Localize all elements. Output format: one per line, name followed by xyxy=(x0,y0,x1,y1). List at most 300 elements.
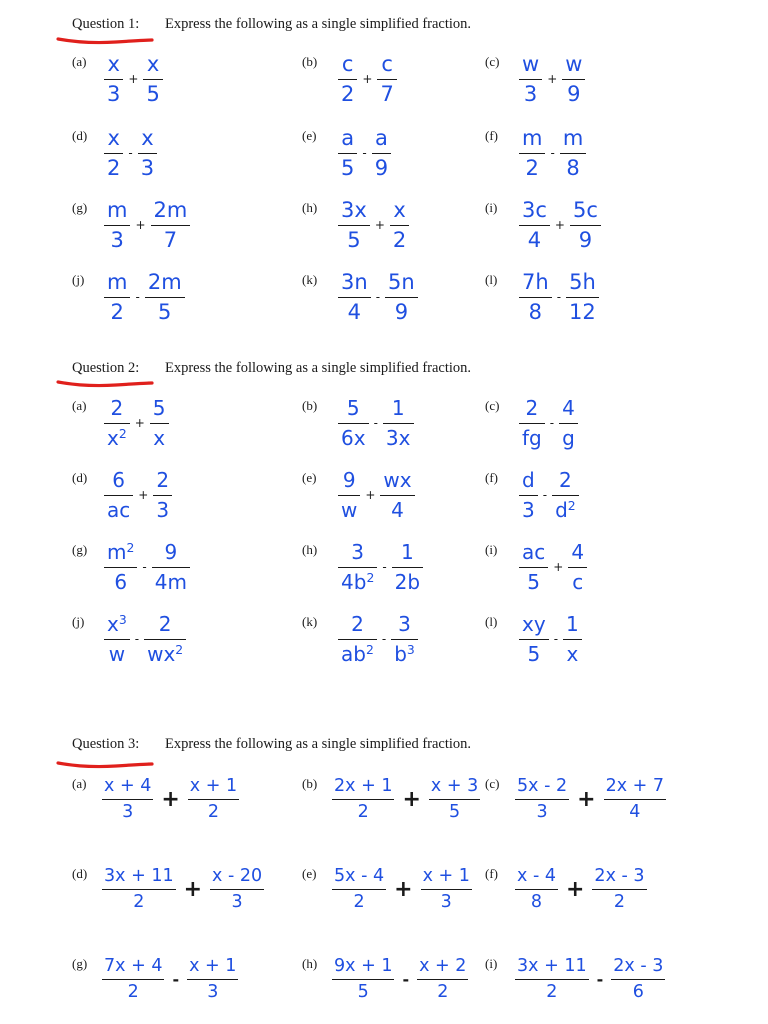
fraction-expression xyxy=(104,540,190,594)
fraction-expression xyxy=(519,540,587,594)
denominator: 2 xyxy=(437,982,449,1002)
exercise-label: (l) xyxy=(485,272,498,287)
question-label: Question 3: xyxy=(72,736,140,752)
numerator: 3x xyxy=(341,198,367,222)
fraction-expression xyxy=(515,866,647,912)
numerator: 2x - 3 xyxy=(613,956,664,976)
exercise-label: (d) xyxy=(72,470,88,485)
operator-sign: - xyxy=(550,146,555,160)
denominator: 4 xyxy=(629,802,641,822)
denominator: 4 xyxy=(527,228,542,252)
denominator: 9 xyxy=(567,82,581,106)
operator-sign: - xyxy=(382,560,387,574)
exercise-label: (d) xyxy=(72,128,88,143)
numerator: 2 xyxy=(351,612,364,636)
fraction-bar xyxy=(188,799,239,800)
numerator: 2 xyxy=(110,396,124,420)
fraction-expression xyxy=(519,612,582,666)
question-label: Question 1: xyxy=(72,16,140,32)
fraction-left xyxy=(519,270,552,324)
fraction-bar xyxy=(421,889,472,890)
fraction-expression xyxy=(338,198,409,252)
fraction-bar xyxy=(332,889,386,890)
fraction-right xyxy=(417,956,468,1002)
operator-sign: - xyxy=(402,969,410,989)
fraction-bar xyxy=(338,79,357,80)
fraction-left xyxy=(519,198,550,252)
fraction-bar xyxy=(102,799,153,800)
fraction-left xyxy=(332,776,394,822)
numerator: 7h xyxy=(522,270,549,294)
fraction-expression xyxy=(102,866,264,912)
fraction-bar xyxy=(102,889,176,890)
fraction-expression xyxy=(519,126,586,180)
numerator: $m^2$ xyxy=(107,540,135,564)
exercise-label: (b) xyxy=(302,398,318,413)
numerator: 2x - 3 xyxy=(594,866,645,886)
fraction-bar xyxy=(429,799,480,800)
red-underline-mark xyxy=(56,378,156,390)
numerator: x xyxy=(107,126,120,150)
fraction-right xyxy=(150,396,169,450)
denominator: 2 xyxy=(110,300,124,324)
fraction-bar xyxy=(562,79,585,80)
exercise-label: (e) xyxy=(302,470,317,485)
fraction-expression xyxy=(338,468,415,522)
numerator: x xyxy=(107,52,120,76)
fraction-bar xyxy=(383,423,414,424)
numerator: x - 4 xyxy=(517,866,556,886)
fraction-bar xyxy=(104,297,130,298)
fraction-right xyxy=(187,956,238,1002)
fraction-bar xyxy=(566,297,599,298)
fraction-expression xyxy=(104,612,186,666)
operator-sign: + xyxy=(577,786,596,812)
denominator: 2b xyxy=(394,570,421,594)
fraction-right xyxy=(566,270,599,324)
numerator: 5c xyxy=(572,198,598,222)
fraction-bar xyxy=(519,567,548,568)
numerator: a xyxy=(374,126,388,150)
fraction-bar xyxy=(417,979,468,980)
fraction-bar xyxy=(559,423,578,424)
fraction-left xyxy=(104,52,123,106)
denominator: 3 xyxy=(231,892,243,912)
operator-sign: + xyxy=(402,786,421,812)
numerator: 2 xyxy=(525,396,539,420)
numerator: 5 xyxy=(152,396,166,420)
exercise-label: (c) xyxy=(485,54,500,69)
numerator: x + 1 xyxy=(422,866,470,886)
denominator: $d^2$ xyxy=(555,498,576,522)
exercise-label: (e) xyxy=(302,866,317,881)
fraction-right xyxy=(151,198,191,252)
denominator: fg xyxy=(522,426,542,450)
fraction-left xyxy=(338,198,370,252)
numerator: 2x + 7 xyxy=(605,776,665,796)
operator-sign: + xyxy=(374,218,385,232)
fraction-right xyxy=(383,396,414,450)
denominator: 3 xyxy=(122,802,134,822)
exercise-label: (f) xyxy=(485,470,498,485)
exercise-label: (h) xyxy=(302,542,318,557)
exercise-label: (j) xyxy=(72,614,85,629)
operator-sign: - xyxy=(142,560,147,574)
denominator: 5 xyxy=(357,982,369,1002)
fraction-bar xyxy=(102,979,164,980)
fraction-bar xyxy=(519,297,552,298)
fraction-left xyxy=(338,270,371,324)
denominator: 3 xyxy=(140,156,155,180)
operator-sign: - xyxy=(362,146,367,160)
numerator: x xyxy=(146,52,160,76)
fraction-left xyxy=(104,270,130,324)
operator-sign: + xyxy=(135,218,146,232)
operator-sign: - xyxy=(556,290,562,304)
fraction-expression xyxy=(519,396,578,450)
fraction-expression xyxy=(104,396,169,450)
fraction-right xyxy=(563,612,582,666)
denominator: 5 xyxy=(527,570,540,594)
fraction-right xyxy=(604,776,666,822)
denominator: c xyxy=(572,570,584,594)
fraction-bar xyxy=(519,79,542,80)
denominator: $4b^2$ xyxy=(341,570,375,594)
operator-sign: - xyxy=(375,290,381,304)
question-label: Question 2: xyxy=(72,360,140,376)
fraction-bar xyxy=(390,225,409,226)
question-instruction: Express the following as a single simplified fraction. xyxy=(165,360,472,376)
fraction-left xyxy=(515,776,569,822)
fraction-left xyxy=(519,468,538,522)
numerator: 6 xyxy=(112,468,125,492)
denominator: 8 xyxy=(530,892,543,912)
operator-sign: + xyxy=(554,218,565,232)
numerator: 2 xyxy=(158,612,172,636)
fraction-bar xyxy=(104,79,123,80)
exercise-label: (b) xyxy=(302,54,318,69)
fraction-bar xyxy=(385,297,418,298)
fraction-left xyxy=(104,126,123,180)
fraction-bar xyxy=(515,889,558,890)
fraction-right xyxy=(559,396,578,450)
fraction-left xyxy=(104,612,130,666)
numerator: c xyxy=(381,52,393,76)
denominator: 2 xyxy=(133,892,145,912)
exercise-label: (a) xyxy=(72,398,87,413)
fraction-bar xyxy=(104,639,130,640)
operator-sign: + xyxy=(128,72,139,86)
fraction-left xyxy=(338,52,357,106)
fraction-expression xyxy=(515,956,665,1002)
denominator: 2 xyxy=(341,82,355,106)
fraction-left xyxy=(519,540,548,594)
numerator: 3x + 11 xyxy=(104,866,174,886)
fraction-bar xyxy=(104,567,137,568)
numerator: a xyxy=(341,126,355,150)
numerator: 3n xyxy=(341,270,368,294)
denominator: 8 xyxy=(566,156,580,180)
fraction-bar xyxy=(519,423,545,424)
fraction-right xyxy=(138,126,157,180)
red-underline-mark xyxy=(56,759,156,771)
denominator: $wx^2$ xyxy=(147,642,184,666)
denominator: 2 xyxy=(207,802,219,822)
operator-sign: - xyxy=(542,488,548,502)
fraction-left xyxy=(519,52,542,106)
fraction-bar xyxy=(372,153,391,154)
fraction-bar xyxy=(377,79,396,80)
fraction-bar xyxy=(104,225,130,226)
fraction-expression xyxy=(332,866,472,912)
fraction-expression xyxy=(519,52,585,106)
operator-sign: - xyxy=(381,632,387,646)
numerator: x - 20 xyxy=(212,866,263,886)
exercise-label: (d) xyxy=(72,866,88,881)
fraction-left xyxy=(104,540,137,594)
fraction-bar xyxy=(519,639,549,640)
fraction-expression xyxy=(519,468,579,522)
denominator: 2 xyxy=(353,892,365,912)
exercise-label: (a) xyxy=(72,776,87,791)
fraction-bar xyxy=(145,297,185,298)
numerator: 1 xyxy=(391,396,405,420)
fraction-expression xyxy=(338,52,397,106)
numerator: 1 xyxy=(566,612,579,636)
numerator: 1 xyxy=(401,540,414,564)
exercise-label: (g) xyxy=(72,542,88,557)
fraction-left xyxy=(338,396,369,450)
fraction-expression xyxy=(332,776,480,822)
exercise-label: (i) xyxy=(485,200,498,215)
question-heading xyxy=(72,16,471,33)
fraction-bar xyxy=(104,153,123,154)
numerator: 5n xyxy=(388,270,415,294)
numerator: m xyxy=(107,198,128,222)
denominator: 2 xyxy=(613,892,626,912)
denominator: 5 xyxy=(449,802,461,822)
fraction-bar xyxy=(592,889,646,890)
fraction-right xyxy=(390,198,409,252)
numerator: 7x + 4 xyxy=(104,956,163,976)
numerator: x + 3 xyxy=(430,776,479,796)
exercise-label: (c) xyxy=(485,398,500,413)
fraction-bar xyxy=(392,567,423,568)
fraction-bar xyxy=(515,799,569,800)
fraction-left xyxy=(338,612,377,666)
numerator: 3x + 11 xyxy=(517,956,587,976)
denominator: 4 xyxy=(347,300,362,324)
denominator: 3 xyxy=(536,802,548,822)
numerator: 5x - 2 xyxy=(517,776,568,796)
fraction-expression xyxy=(332,956,468,1002)
denominator: x xyxy=(153,426,166,450)
denominator: 3 xyxy=(523,82,538,106)
denominator: x xyxy=(566,642,579,666)
denominator: 3 xyxy=(156,498,170,522)
fraction-bar xyxy=(210,889,264,890)
fraction-expression xyxy=(338,612,418,666)
numerator: 4 xyxy=(562,396,575,420)
fraction-left xyxy=(515,956,589,1002)
denominator: 4m xyxy=(154,570,187,594)
denominator: 2 xyxy=(525,156,539,180)
operator-sign: - xyxy=(549,416,555,430)
fraction-right xyxy=(592,866,646,912)
denominator: 9 xyxy=(578,228,593,252)
fraction-bar xyxy=(144,639,186,640)
fraction-expression xyxy=(515,776,666,822)
numerator: x + 4 xyxy=(104,776,152,796)
operator-sign: - xyxy=(134,632,140,646)
numerator: 5h xyxy=(569,270,596,294)
fraction-expression xyxy=(338,396,414,450)
denominator: 3 xyxy=(522,498,535,522)
numerator: 2 xyxy=(559,468,572,492)
fraction-right xyxy=(188,776,239,822)
question-heading xyxy=(72,736,471,753)
denominator: 7 xyxy=(380,82,394,106)
fraction-bar xyxy=(611,979,665,980)
numerator: 9x + 1 xyxy=(334,956,393,976)
fraction-expression xyxy=(104,270,185,324)
numerator: c xyxy=(341,52,354,76)
operator-sign: + xyxy=(362,72,373,86)
denominator: 9 xyxy=(394,300,409,324)
fraction-bar xyxy=(515,979,589,980)
fraction-right xyxy=(143,52,162,106)
fraction-bar xyxy=(338,495,360,496)
fraction-right xyxy=(377,52,396,106)
fraction-left xyxy=(104,198,130,252)
fraction-right xyxy=(152,540,190,594)
numerator: m xyxy=(522,126,543,150)
denominator: w xyxy=(108,642,126,666)
fraction-right xyxy=(429,776,480,822)
fraction-bar xyxy=(150,423,169,424)
exercise-label: (l) xyxy=(485,614,498,629)
fraction-expression xyxy=(104,198,190,252)
fraction-right xyxy=(153,468,172,522)
denominator: 7 xyxy=(163,228,178,252)
operator-sign: - xyxy=(553,632,559,646)
operator-sign: + xyxy=(553,560,564,574)
fraction-right xyxy=(552,468,579,522)
fraction-bar xyxy=(563,639,582,640)
numerator: x + 1 xyxy=(189,776,238,796)
denominator: 3 xyxy=(110,228,124,252)
numerator: m xyxy=(562,126,584,150)
fraction-left xyxy=(332,956,394,1002)
denominator: 3x xyxy=(385,426,411,450)
denominator: $ab^2$ xyxy=(341,642,374,666)
numerator: $x^3$ xyxy=(107,612,127,636)
fraction-right xyxy=(611,956,665,1002)
exercise-label: (f) xyxy=(485,128,498,143)
fraction-right xyxy=(392,540,423,594)
numerator: ac xyxy=(522,540,546,564)
denominator: 5 xyxy=(527,642,541,666)
fraction-left xyxy=(104,468,133,522)
exercise-label: (k) xyxy=(302,272,318,287)
fraction-right xyxy=(568,540,587,594)
denominator: 2 xyxy=(127,982,139,1002)
exercise-label: (h) xyxy=(302,200,318,215)
fraction-bar xyxy=(338,225,370,226)
fraction-bar xyxy=(187,979,238,980)
fraction-right xyxy=(372,126,391,180)
fraction-left xyxy=(332,866,386,912)
fraction-bar xyxy=(332,799,394,800)
exercise-label: (k) xyxy=(302,614,318,629)
fraction-expression xyxy=(338,540,423,594)
fraction-expression xyxy=(104,52,163,106)
fraction-bar xyxy=(104,423,130,424)
fraction-bar xyxy=(552,495,579,496)
exercise-label: (g) xyxy=(72,956,88,971)
fraction-bar xyxy=(338,297,371,298)
operator-sign: - xyxy=(135,290,140,304)
denominator: ac xyxy=(107,498,131,522)
fraction-bar xyxy=(143,79,162,80)
red-underline-mark xyxy=(56,35,156,47)
operator-sign: + xyxy=(394,876,413,902)
denominator: 5 xyxy=(347,228,361,252)
fraction-right xyxy=(385,270,418,324)
fraction-left xyxy=(102,866,176,912)
fraction-bar xyxy=(391,639,418,640)
fraction-left xyxy=(102,956,164,1002)
denominator: 4 xyxy=(391,498,404,522)
fraction-right xyxy=(391,612,418,666)
fraction-bar xyxy=(338,423,369,424)
fraction-left xyxy=(519,612,549,666)
fraction-bar xyxy=(519,225,550,226)
fraction-bar xyxy=(104,495,133,496)
denominator: 12 xyxy=(569,300,596,324)
numerator: 9 xyxy=(342,468,356,492)
fraction-right xyxy=(560,126,586,180)
denominator: 6x xyxy=(341,426,366,450)
exercise-label: (h) xyxy=(302,956,318,971)
denominator: w xyxy=(341,498,358,522)
fraction-bar xyxy=(519,495,538,496)
fraction-bar xyxy=(338,639,377,640)
operator-sign: + xyxy=(161,786,180,812)
operator-sign: + xyxy=(365,488,376,502)
operator-sign: - xyxy=(172,969,180,989)
denominator: 2 xyxy=(357,802,369,822)
denominator: 5 xyxy=(146,82,160,106)
fraction-right xyxy=(570,198,601,252)
fraction-bar xyxy=(153,495,172,496)
denominator: 3 xyxy=(207,982,219,1002)
numerator: w xyxy=(522,52,540,76)
exercise-label: (g) xyxy=(72,200,88,215)
exercise-label: (i) xyxy=(485,956,498,971)
fraction-expression xyxy=(104,468,172,522)
fraction-bar xyxy=(519,153,545,154)
numerator: wx xyxy=(383,468,412,492)
question-instruction: Express the following as a single simplified fraction. xyxy=(165,16,472,32)
operator-sign: + xyxy=(134,416,145,430)
numerator: x + 2 xyxy=(419,956,467,976)
fraction-bar xyxy=(570,225,601,226)
operator-sign: - xyxy=(128,146,133,160)
numerator: x xyxy=(141,126,154,150)
fraction-left xyxy=(519,126,545,180)
denominator: 6 xyxy=(114,570,128,594)
